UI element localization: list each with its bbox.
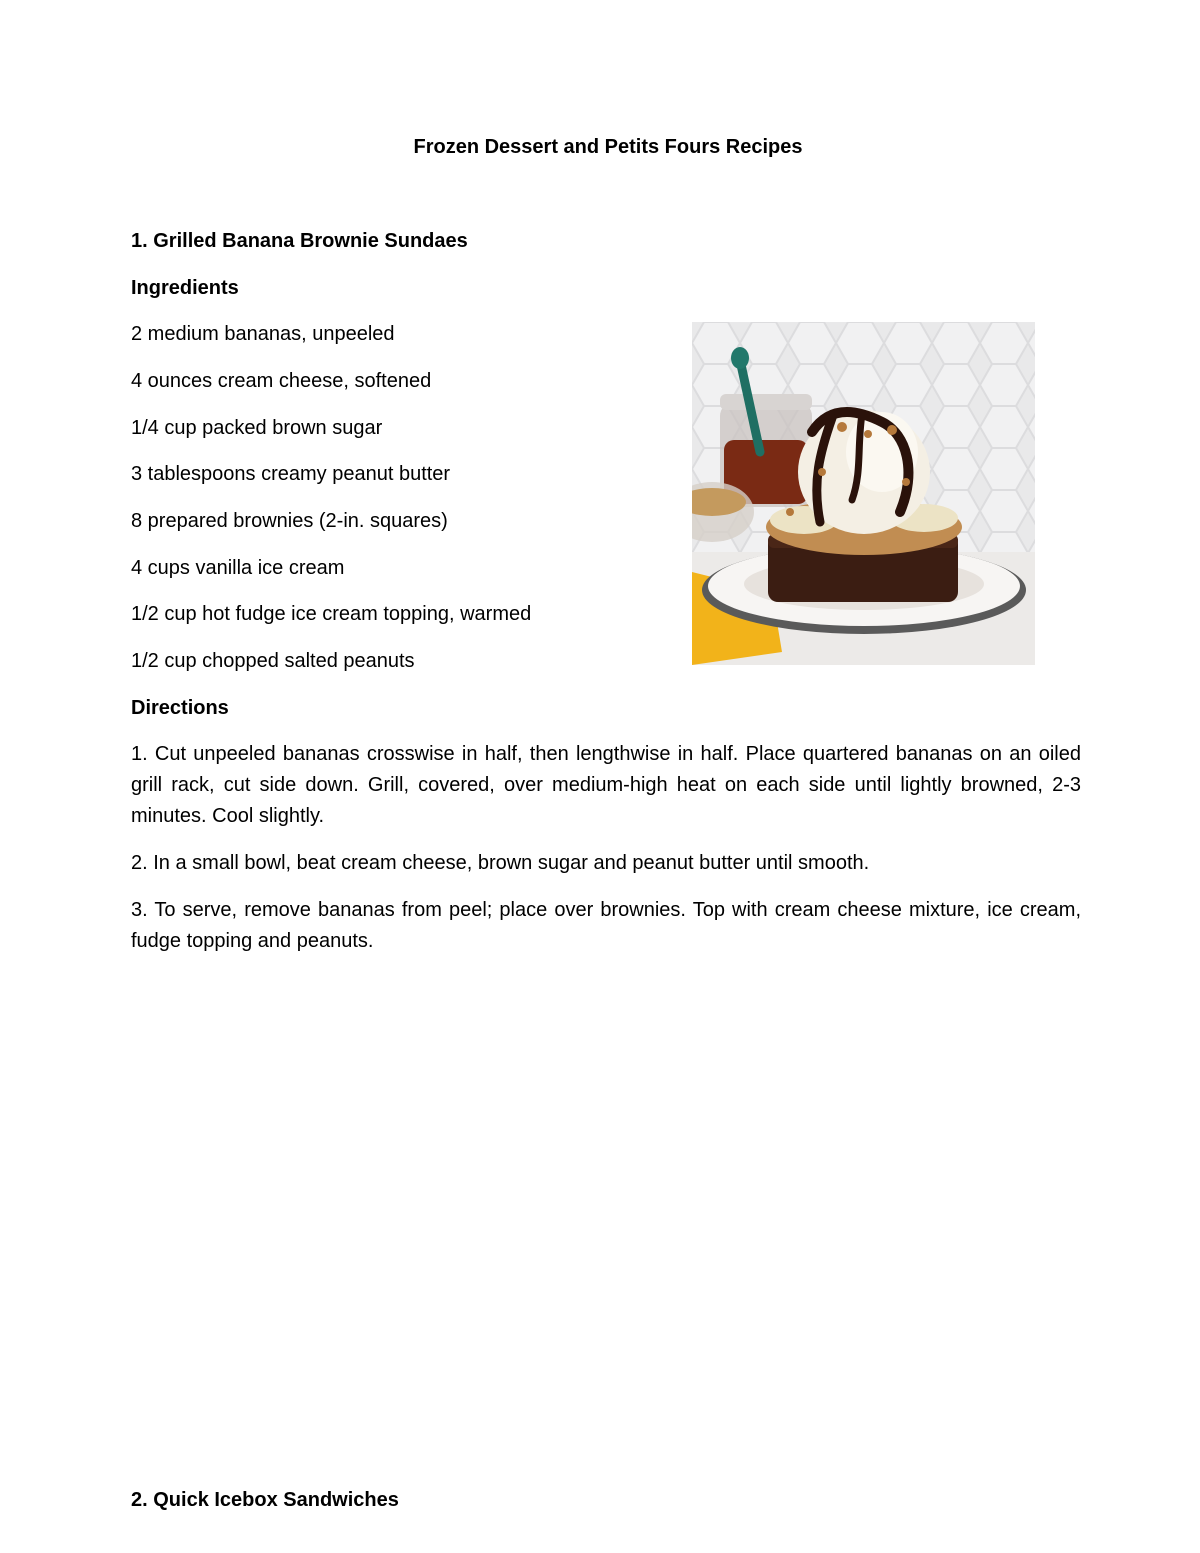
direction-step: 1. Cut unpeeled bananas crosswise in half, then lengthwise in half. Place quartered bananas on an oiled grill rack, cut side down. Grill, covered, over medium-high heat on each side until lightly browned, 2-3 minutes. Cool slightly.: [131, 743, 1081, 827]
directions-label: Directions: [131, 697, 229, 719]
ingredient-item: 4 cups vanilla ice cream: [131, 557, 345, 579]
ingredient-item: 8 prepared brownies (2-in. squares): [131, 510, 448, 532]
sundae-illustration: [692, 322, 1035, 665]
ingredient-item: 3 tablespoons creamy peanut butter: [131, 463, 451, 485]
ingredient-item: 1/4 cup packed brown sugar: [131, 417, 383, 439]
ingredients-label: Ingredients: [131, 277, 239, 299]
recipe-heading: 2. Quick Icebox Sandwiches: [131, 1489, 399, 1511]
ingredient-item: 4 ounces cream cheese, softened: [131, 370, 432, 392]
sundae-photo: [692, 322, 1035, 665]
ingredient-item: 1/2 cup chopped salted peanuts: [131, 650, 415, 672]
recipe-heading: 1. Grilled Banana Brownie Sundaes: [131, 230, 468, 252]
ingredient-item: 2 medium bananas, unpeeled: [131, 323, 395, 345]
direction-step: 2. In a small bowl, beat cream cheese, brown sugar and peanut butter until smooth.: [131, 852, 870, 874]
document-title: Frozen Dessert and Petits Fours Recipes: [413, 136, 803, 158]
ingredient-item: 1/2 cup hot fudge ice cream topping, warmed: [131, 603, 532, 625]
direction-step: 3. To serve, remove bananas from peel; place over brownies. Top with cream cheese mixture, ice cream, fudge topping and peanuts.: [131, 899, 1081, 952]
